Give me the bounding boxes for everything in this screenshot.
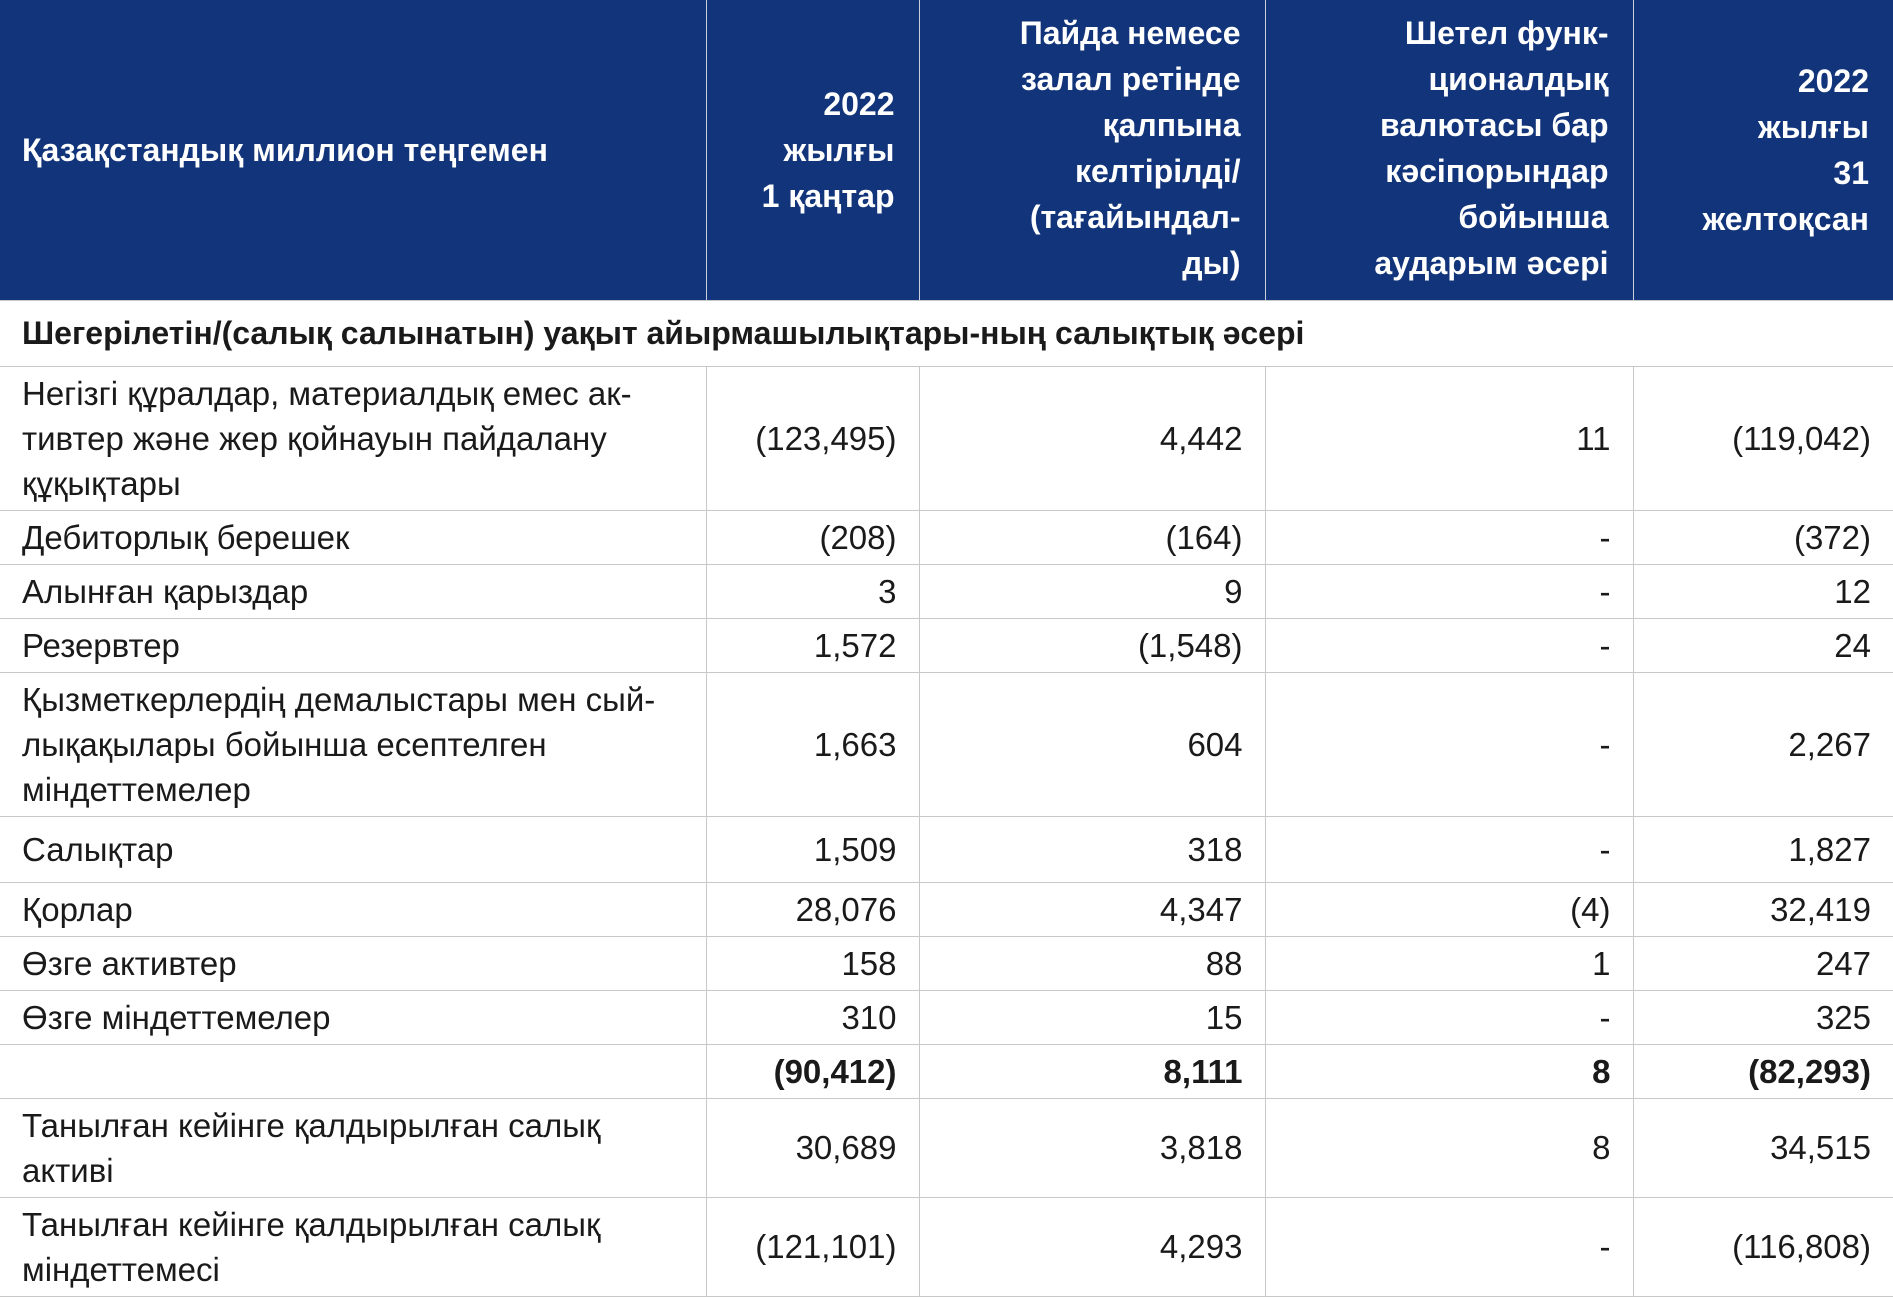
cell-pl: 604 — [919, 672, 1265, 816]
cell-jan: (121,101) — [706, 1197, 919, 1296]
header-profit-loss: Пайда немесе залал ретінде қалпына келтірілді/ (тағайындал- ды) — [919, 0, 1265, 300]
cell-fx: - — [1265, 672, 1633, 816]
cell-dec: (372) — [1633, 510, 1893, 564]
table-row — [0, 816, 1893, 882]
cell-jan: 3 — [706, 564, 919, 618]
cell-dec: 32,419 — [1633, 882, 1893, 936]
cell-fx: - — [1265, 1197, 1633, 1296]
header-fx-effect: Шетел функ- ционалдық валютасы бар кәсіпорындар бойынша аударым әсері — [1265, 0, 1633, 300]
header-dec-2022: 2022 жылғы 31 желтоқсан — [1633, 0, 1893, 300]
cell-dec: 2,267 — [1633, 672, 1893, 816]
cell-dec: 12 — [1633, 564, 1893, 618]
table-row — [0, 366, 1893, 510]
cell-fx: - — [1265, 564, 1633, 618]
cell-pl: 4,347 — [919, 882, 1265, 936]
cell-dec: 34,515 — [1633, 1098, 1893, 1197]
header-label: Қазақстандық миллион теңгемен — [0, 0, 706, 300]
cell-fx: - — [1265, 816, 1633, 882]
cell-dec: (116,808) — [1633, 1197, 1893, 1296]
cell-fx: 8 — [1265, 1098, 1633, 1197]
cell-jan: 310 — [706, 990, 919, 1044]
cell-pl: 15 — [919, 990, 1265, 1044]
row-label: Өзге міндеттемелер — [0, 990, 706, 1044]
cell-fx: 11 — [1265, 366, 1633, 510]
cell-pl: 318 — [919, 816, 1265, 882]
cell-jan: 28,076 — [706, 882, 919, 936]
row-label: Алынған қарыздар — [0, 564, 706, 618]
row-label: Қорлар — [0, 882, 706, 936]
table-header-row — [0, 0, 1893, 300]
cell-dec: 247 — [1633, 936, 1893, 990]
cell-jan: 1,572 — [706, 618, 919, 672]
cell-pl: (1,548) — [919, 618, 1265, 672]
cell-fx: - — [1265, 618, 1633, 672]
cell-fx: - — [1265, 990, 1633, 1044]
table-row — [0, 510, 1893, 564]
table-row — [0, 1197, 1893, 1296]
table-row — [0, 564, 1893, 618]
cell-fx: (4) — [1265, 882, 1633, 936]
cell-pl: 3,818 — [919, 1098, 1265, 1197]
cell-fx: - — [1265, 510, 1633, 564]
cell-jan: 1,509 — [706, 816, 919, 882]
total-fx: 8 — [1265, 1044, 1633, 1098]
row-label: Салықтар — [0, 816, 706, 882]
cell-jan: (208) — [706, 510, 919, 564]
total-row — [0, 1044, 1893, 1098]
header-jan-2022: 2022 жылғы 1 қаңтар — [706, 0, 919, 300]
cell-pl: 4,442 — [919, 366, 1265, 510]
total-dec: (82,293) — [1633, 1044, 1893, 1098]
table-row — [0, 882, 1893, 936]
cell-jan: 1,663 — [706, 672, 919, 816]
row-label: Өзге активтер — [0, 936, 706, 990]
cell-pl: 9 — [919, 564, 1265, 618]
total-jan: (90,412) — [706, 1044, 919, 1098]
table-row — [0, 672, 1893, 816]
section-row — [0, 300, 1893, 366]
cell-dec: 1,827 — [1633, 816, 1893, 882]
row-label: Танылған кейінге қалдырылған салық міндеттемесі — [0, 1197, 706, 1296]
table-row — [0, 990, 1893, 1044]
row-label: Резервтер — [0, 618, 706, 672]
row-label: Негізгі құралдар, материалдық емес ак-тивтер және жер қойнауын пайдалану құқықтары — [0, 366, 706, 510]
section-title: Шегерілетін/(салық салынатын) уақыт айырмашылықтары-ның салықтық әсері — [0, 300, 1893, 366]
cell-pl: (164) — [919, 510, 1265, 564]
total-pl: 8,111 — [919, 1044, 1265, 1098]
table-row — [0, 936, 1893, 990]
cell-pl: 4,293 — [919, 1197, 1265, 1296]
cell-jan: 158 — [706, 936, 919, 990]
total-label — [0, 1044, 706, 1098]
cell-jan: 30,689 — [706, 1098, 919, 1197]
cell-pl: 88 — [919, 936, 1265, 990]
row-label: Қызметкерлердің демалыстары мен сый-лықақылары бойынша есептелген міндеттемелер — [0, 672, 706, 816]
cell-fx: 1 — [1265, 936, 1633, 990]
table-row — [0, 618, 1893, 672]
cell-jan: (123,495) — [706, 366, 919, 510]
table-row — [0, 1098, 1893, 1197]
row-label: Дебиторлық берешек — [0, 510, 706, 564]
cell-dec: (119,042) — [1633, 366, 1893, 510]
cell-dec: 325 — [1633, 990, 1893, 1044]
cell-dec: 24 — [1633, 618, 1893, 672]
row-label: Танылған кейінге қалдырылған салық активі — [0, 1098, 706, 1197]
